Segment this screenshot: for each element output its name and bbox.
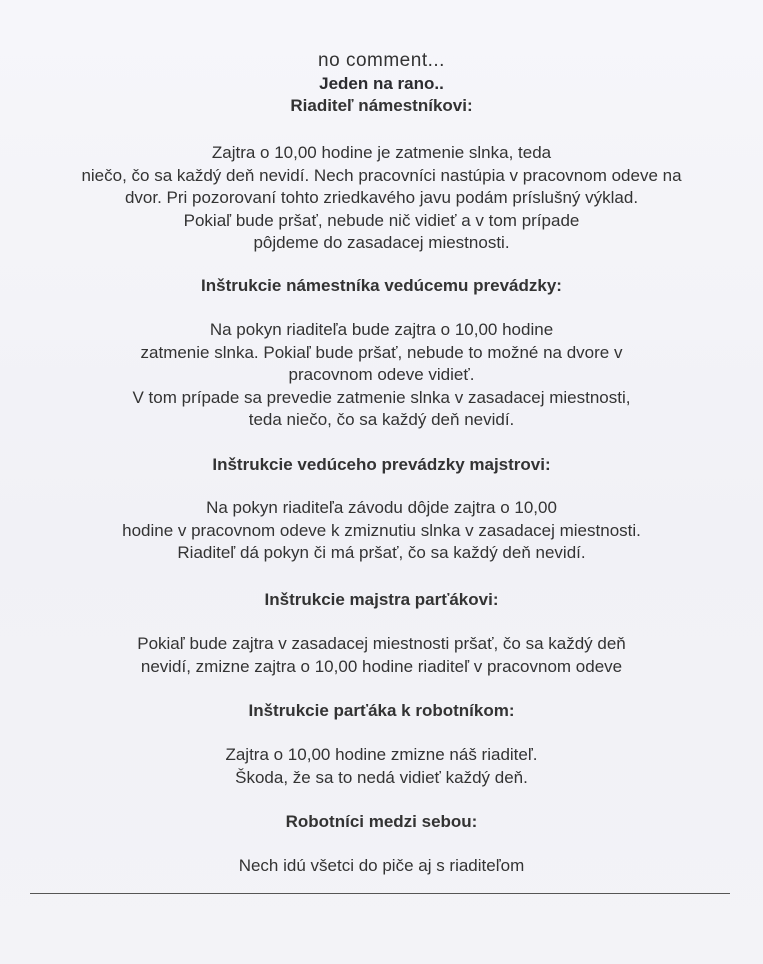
paragraph-line: Pokiaľ bude zajtra v zasadacej miestnosti pršať, čo sa každý deň	[137, 634, 626, 653]
document-subtitle: Jeden na rano..	[319, 74, 444, 93]
paragraph-line: V tom prípade sa prevedie zatmenie slnka v zasadacej miestnosti,	[132, 387, 631, 407]
paragraph-line: teda niečo, čo sa každý deň nevidí.	[248, 410, 515, 429]
paragraph-line: niečo, čo sa každý deň nevidí. Nech pracovníci nastúpia v pracovnom odeve na	[81, 165, 682, 185]
document-title: no comment...	[318, 50, 445, 71]
paragraph-line: pôjdeme do zasadacej miestnosti.	[253, 233, 510, 252]
paragraph-line: Riaditeľ dá pokyn či má pršať, čo sa každý deň nevidí.	[177, 543, 586, 562]
bottom-divider	[30, 893, 730, 894]
paragraph-line: Škoda, že sa to nedá vidieť každý deň.	[235, 767, 528, 787]
paragraph-line: Nech idú všetci do piče aj s riaditeľom	[238, 856, 525, 875]
paragraph-line: Na pokyn riaditeľa závodu dôjde zajtra o 10,00	[206, 498, 557, 517]
section-heading: Riaditeľ námestníkovi:	[290, 96, 473, 115]
section-heading: Inštrukcie parťáka k robotníkom:	[248, 701, 515, 720]
section-paragraph	[10, 142, 753, 255]
paragraph-line: nevidí, zmizne zajtra o 10,00 hodine riaditeľ v pracovnom odeve	[140, 656, 623, 676]
paragraph-line: dvor. Pri pozorovaní tohto zriedkavého javu podám príslušný výklad.	[124, 188, 639, 207]
paragraph-line: Na pokyn riaditeľa bude zajtra o 10,00 hodine	[209, 320, 554, 339]
section-heading: Robotníci medzi sebou:	[285, 812, 478, 831]
paragraph-line: zatmenie slnka. Pokiaľ bude pršať, nebude to možné na dvore v	[140, 342, 623, 362]
section-paragraph	[10, 319, 753, 432]
paragraph-line: Zajtra o 10,00 hodine zmizne náš riaditeľ.	[225, 745, 538, 764]
paragraph-line: Pokiaľ bude pršať, nebude nič vidieť a v tom prípade	[183, 210, 580, 230]
section-heading: Inštrukcie majstra parťákovi:	[264, 590, 499, 609]
section-paragraph	[10, 744, 753, 789]
paragraph-line: pracovnom odeve vidieť.	[288, 365, 475, 384]
section-heading: Inštrukcie vedúceho prevádzky majstrovi:	[212, 455, 551, 474]
section-paragraph	[10, 497, 753, 565]
section-paragraph	[10, 855, 753, 878]
section-paragraph	[10, 633, 753, 678]
paragraph-line: Zajtra o 10,00 hodine je zatmenie slnka, teda	[211, 143, 552, 162]
paragraph-line: hodine v pracovnom odeve k zmiznutiu slnka v zasadacej miestnosti.	[122, 520, 641, 540]
section-heading: Inštrukcie námestníka vedúcemu prevádzky:	[201, 276, 562, 295]
